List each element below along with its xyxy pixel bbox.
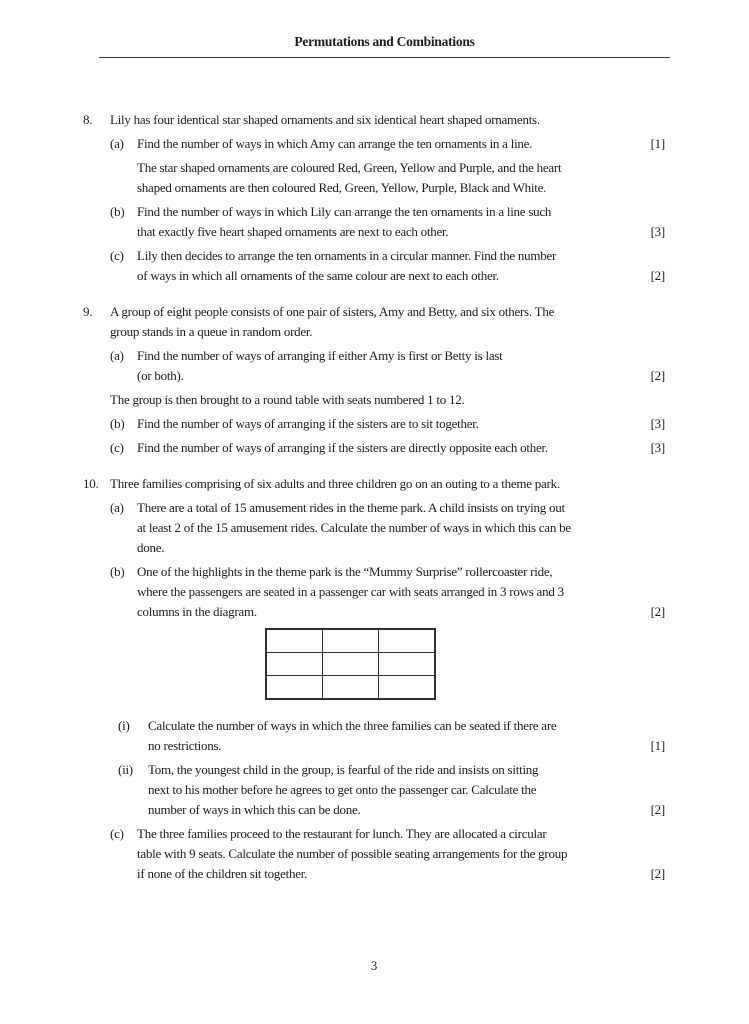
text-line: table with 9 seats. Calculate the number of possible seating arrangements for the group [137,846,568,861]
text-line: if none of the children sit together. [137,866,308,881]
question-body [110,110,665,286]
text-line: Three families comprising of six adults and three children go on an outing to a theme park. [110,476,560,491]
part-label: (c) [110,826,124,841]
part-text [137,134,665,154]
subpart-label: (ii) [118,762,133,777]
text-line: at least 2 of the 15 amusement rides. Calculate the number of ways in which this can be [137,520,571,535]
text-line: A group of eight people consists of one pair of sisters, Amy and Betty, and six others. The [110,304,555,319]
part-label: (c) [110,440,124,455]
text-line: done. [137,540,165,555]
mark-badge: [3] [650,224,665,239]
part-item [110,824,665,884]
text-line: group stands in a queue in random order. [110,324,313,339]
text-line: next to his mother before he agrees to get onto the passenger car. Calculate the [148,782,537,797]
text-line: The group is then brought to a round table with seats numbered 1 to 12. [110,392,465,407]
mark-badge: [2] [650,866,665,881]
part-label: (b) [110,204,125,219]
seating-grid-cell [323,629,379,653]
part-item [110,438,665,458]
mark-badge: [2] [650,802,665,817]
question-stem [110,474,665,494]
text-line: Find the number of ways in which Amy can arrange the ten ornaments in a line. [137,136,533,151]
subpart-text [148,760,665,820]
text-line: columns in the diagram. [137,604,257,619]
text-line: where the passengers are seated in a passenger car with seats arranged in 3 rows and 3 [137,584,564,599]
mark-badge: [2] [650,268,665,283]
part-item [110,562,665,622]
text-line: number of ways in which this can be done. [148,802,361,817]
text-line: Lily has four identical star shaped ornaments and six identical heart shaped ornaments. [110,112,540,127]
mark-badge: [3] [650,416,665,431]
text-line: Calculate the number of ways in which the three families can be seated if there are [148,718,557,733]
part-item [110,414,665,434]
seating-grid-cell [379,653,436,676]
question-number: 8. [83,112,93,127]
questions-container [83,110,665,884]
part-item [110,498,665,558]
text-line: One of the highlights in the theme park is the “Mummy Surprise” rollercoaster ride, [137,564,553,579]
seating-grid-cell [266,653,323,676]
page-header [99,33,670,58]
part-item [110,346,665,386]
question-note [110,390,665,410]
subpart-label: (i) [118,718,130,733]
text-line: Tom, the youngest child in the group, is fearful of the ride and insists on sitting [148,762,539,777]
question-note [137,158,665,198]
question-body [110,474,665,884]
part-text [137,414,665,434]
part-text [137,824,665,884]
text-line: Find the number of ways in which Lily can arrange the ten ornaments in a line such [137,204,552,219]
part-item [110,202,665,242]
part-text [137,346,665,386]
seating-grid-cell [266,676,323,700]
part-text [137,562,665,622]
text-line: shaped ornaments are then coloured Red, Green, Yellow, Purple, Black and White. [137,180,547,195]
text-line: Lily then decides to arrange the ten ornaments in a circular manner. Find the number [137,248,557,263]
seating-grid-cell [323,676,379,700]
part-item [110,134,665,154]
text-line: There are a total of 15 amusement rides in the theme park. A child insists on trying out [137,500,565,515]
question-item [83,110,665,286]
seating-grid-cell [379,676,436,700]
question-item [83,474,665,884]
mark-badge: [2] [650,368,665,383]
part-text [137,246,665,286]
text-line: The three families proceed to the restaurant for lunch. They are allocated a circular [137,826,547,841]
mark-badge: [1] [650,738,665,753]
subpart-item [118,716,665,756]
mark-badge: [1] [650,136,665,151]
part-text [137,202,665,242]
subpart-item [118,760,665,820]
question-body [110,302,665,458]
question-number: 9. [83,304,93,319]
seating-grid-cell [379,629,436,653]
part-text [137,438,665,458]
seating-grid [265,628,436,700]
part-label: (b) [110,564,125,579]
page-number: 3 [371,959,377,973]
mark-badge: [2] [650,604,665,619]
part-label: (a) [110,136,124,151]
text-line: The star shaped ornaments are coloured Red, Green, Yellow and Purple, and the heart [137,160,562,175]
question-item [83,302,665,458]
part-label: (c) [110,248,124,263]
text-line: (or both). [137,368,184,383]
part-label: (a) [110,500,124,515]
question-stem [110,110,665,130]
subpart-text [148,716,665,756]
text-line: that exactly five heart shaped ornaments are next to each other. [137,224,449,239]
text-line: Find the number of ways of arranging if either Amy is first or Betty is last [137,348,503,363]
part-label: (a) [110,348,124,363]
part-item [110,246,665,286]
mark-badge: [3] [650,440,665,455]
page-title: Permutations and Combinations [294,34,475,49]
text-line: no restrictions. [148,738,222,753]
seating-grid-cell [266,629,323,653]
part-text [137,498,665,558]
question-number: 10. [83,476,99,491]
question-stem [110,302,665,342]
text-line: Find the number of ways of arranging if the sisters are directly opposite each other. [137,440,548,455]
text-line: Find the number of ways of arranging if the sisters are to sit together. [137,416,479,431]
part-label: (b) [110,416,125,431]
seating-grid-cell [323,653,379,676]
page-footer [83,956,665,976]
text-line: of ways in which all ornaments of the same colour are next to each other. [137,268,499,283]
